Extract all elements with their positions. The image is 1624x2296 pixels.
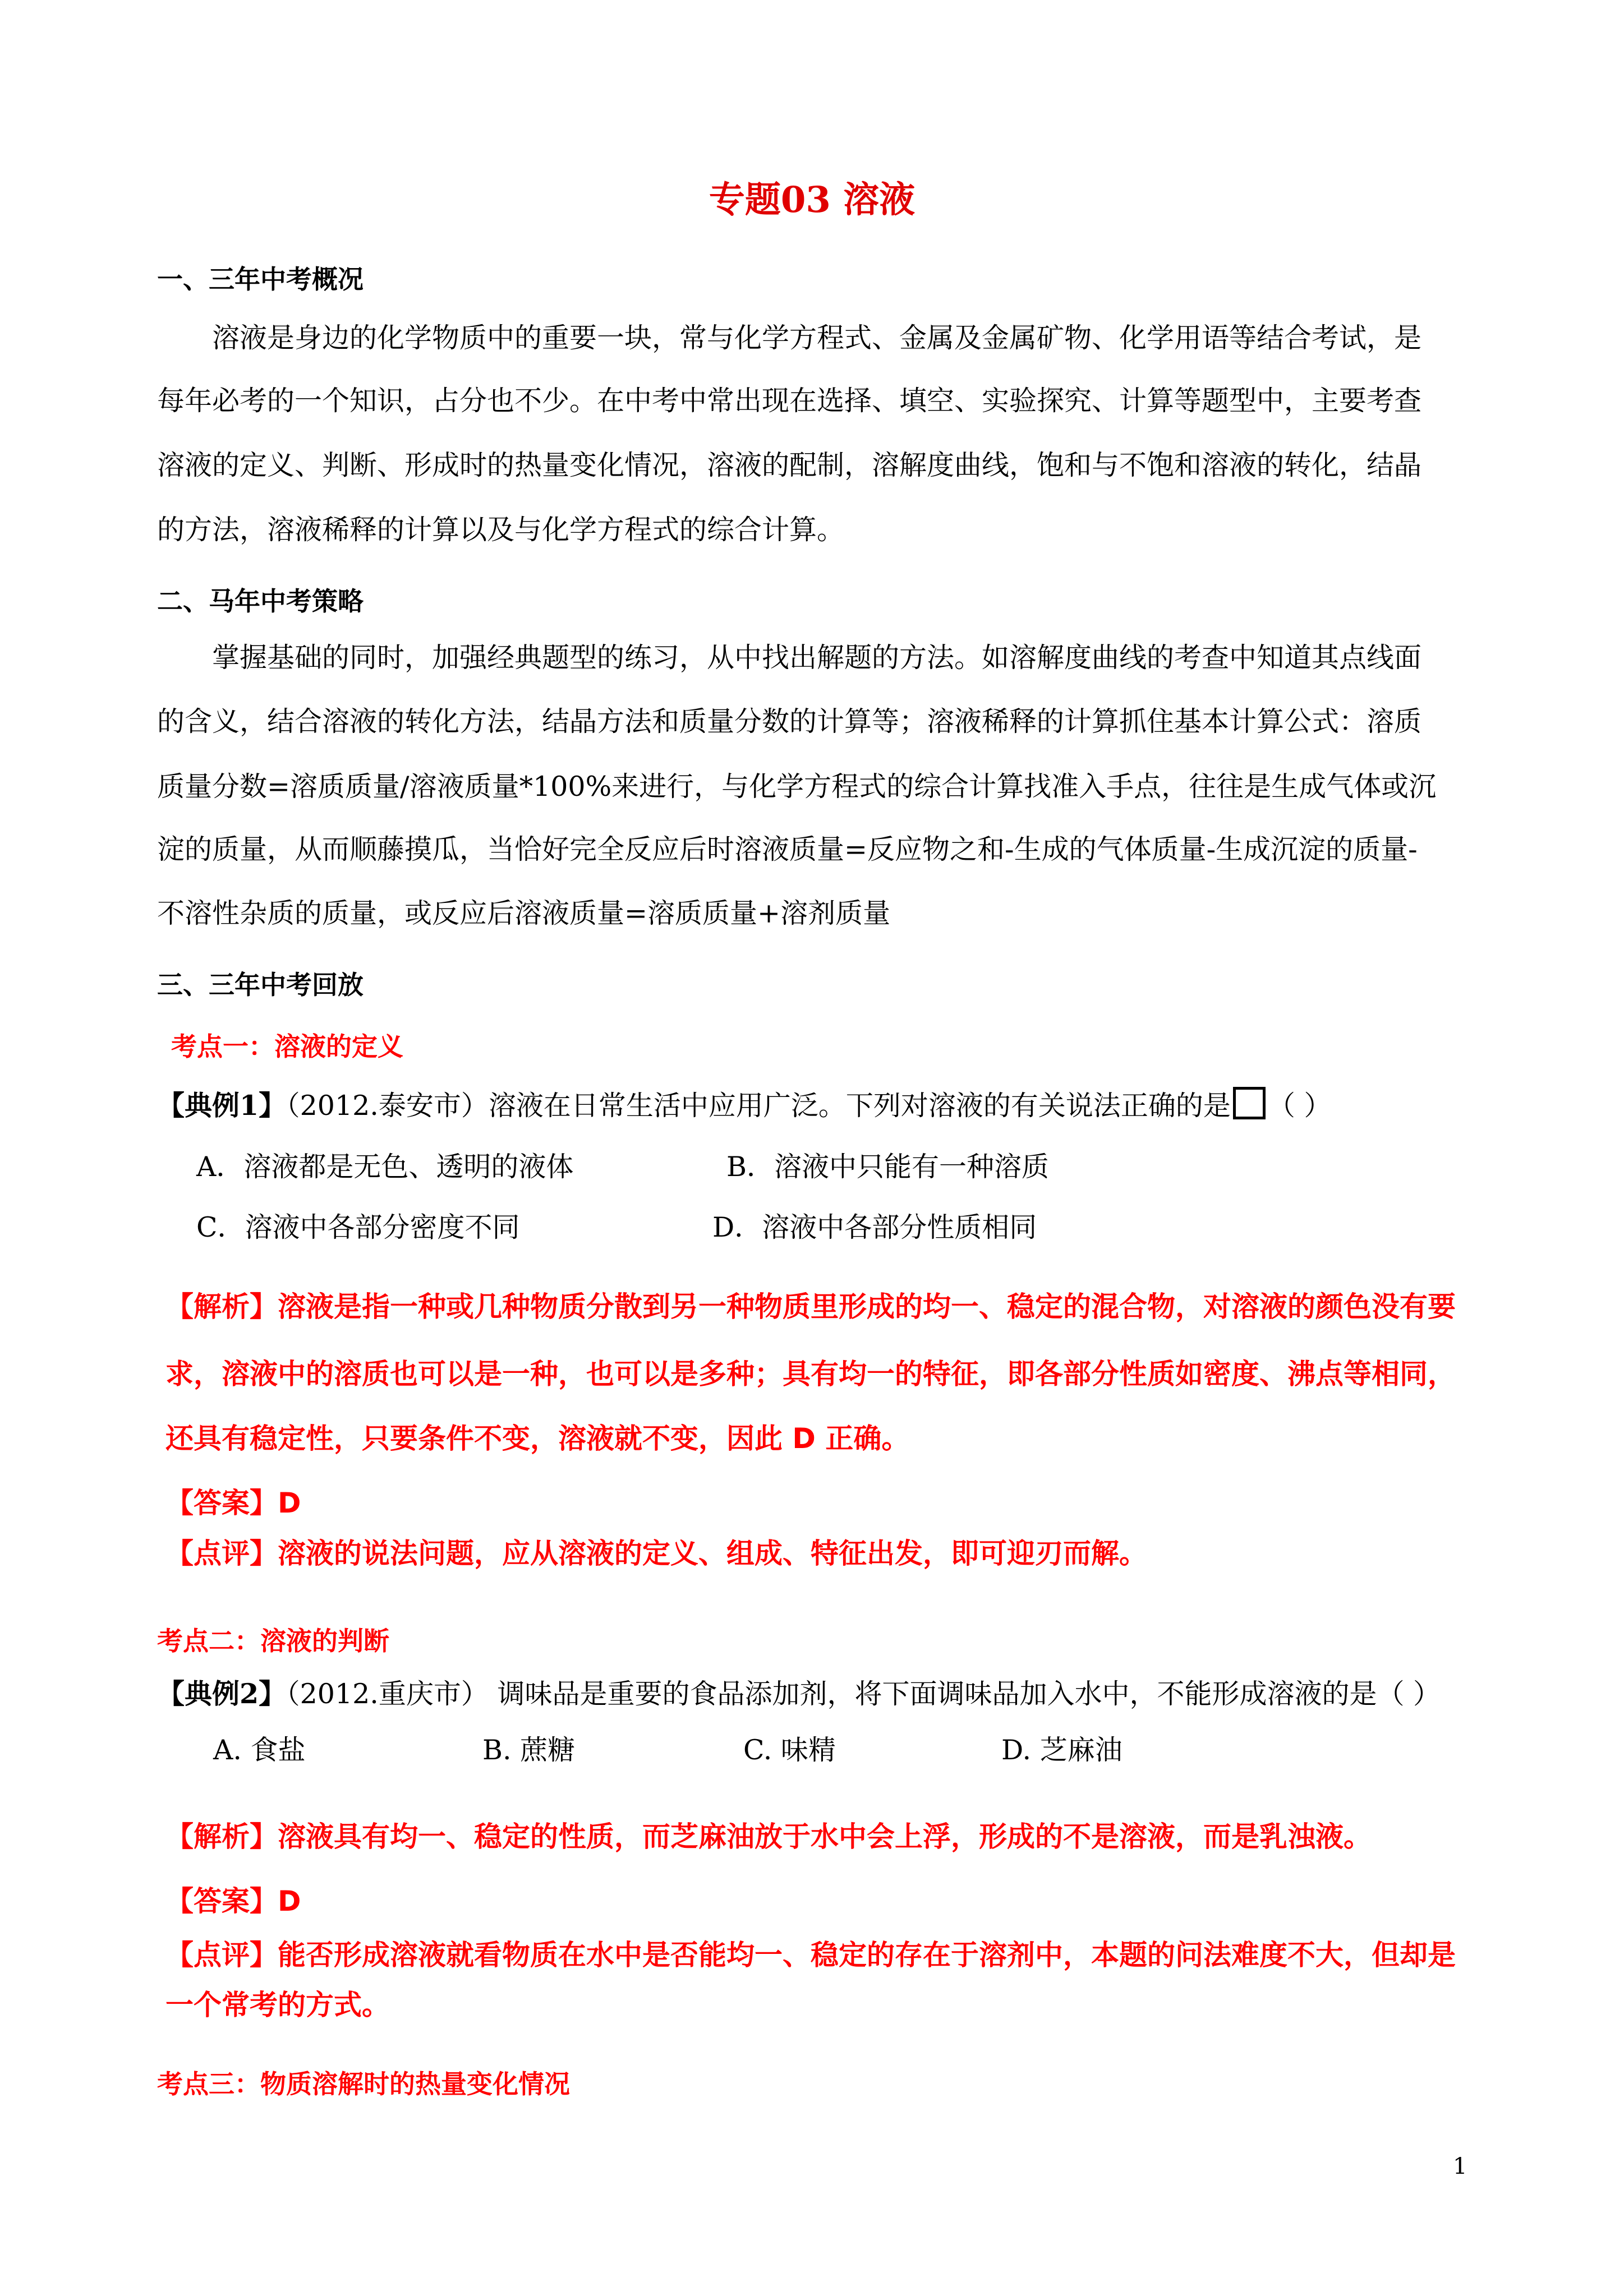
- option-d: D．溶液中各部分性质相同: [712, 1211, 1037, 1243]
- example-2-question: [157, 1677, 1441, 1710]
- option-a: A. 食盐: [213, 1734, 306, 1766]
- comment-line: 【点评】能否形成溶液就看物质在水中是否能均一、稳定的存在于溶剂中，本题的问法难度不大，但却是: [165, 1939, 1456, 1971]
- analysis-line: 求，溶液中的溶质也可以是一种，也可以是多种；具有均一的特征，即各部分性质如密度、沸点等相同，: [165, 1358, 1456, 1390]
- analysis-line: 【解析】溶液具有均一、稳定的性质，而芝麻油放于水中会上浮，形成的不是溶液，而是乳浊液。: [165, 1820, 1372, 1853]
- paragraph-line: 溶液是身边的化学物质中的重要一块，常与化学方程式、金属及金属矿物、化学用语等结合考试，是: [212, 322, 1422, 354]
- page-title: 专题03 溶液: [709, 179, 915, 221]
- keypoint-heading-3: 考点三：物质溶解时的热量变化情况: [157, 2069, 570, 2099]
- answer-line: 【答案】D: [165, 1487, 301, 1519]
- paragraph-line: 的含义，结合溶液的转化方法，结晶方法和质量分数的计算等；溶液稀释的计算抓住基本计算公式：溶质: [157, 706, 1422, 737]
- example-text: （2012.泰安市）溶液在日常生活中应用广泛。下列对溶液的有关说法正确的是: [286, 1090, 1231, 1122]
- analysis-line: 【解析】溶液是指一种或几种物质分散到另一种物质里形成的均一、稳定的混合物，对溶液的颜色没有要: [165, 1290, 1456, 1323]
- comment-line: 一个常考的方式。: [165, 1989, 390, 2021]
- section-heading-1: 一、三年中考概况: [157, 264, 364, 294]
- option-c: C. 味精: [743, 1734, 836, 1766]
- keypoint-heading-2: 考点二：溶液的判断: [157, 1626, 389, 1656]
- option-a: A．溶液都是无色、透明的液体: [196, 1151, 574, 1183]
- section-heading-2: 二、马年中考策略: [157, 586, 364, 616]
- option-d: D. 芝麻油: [1001, 1734, 1122, 1766]
- example-1-question: [157, 1087, 1332, 1122]
- section-heading-3: 三、三年中考回放: [157, 970, 364, 1000]
- example-label: 【典例2】: [157, 1677, 287, 1710]
- option-b: B. 蔗糖: [482, 1734, 576, 1766]
- paragraph-line: 溶液的定义、判断、形成时的热量变化情况，溶液的配制，溶解度曲线，饱和与不饱和溶液的转化，结晶: [157, 449, 1422, 481]
- analysis-line: 还具有稳定性，只要条件不变，溶液就不变，因此 D 正确。: [165, 1422, 910, 1455]
- keypoint-heading-1: 考点一：溶液的定义: [171, 1031, 403, 1062]
- paragraph-line: 质量分数=溶质质量/溶液质量*100%来进行，与化学方程式的综合计算找准入手点，往往是生成气体或沉: [157, 771, 1437, 803]
- paragraph-line: 的方法，溶液稀释的计算以及与化学方程式的综合计算。: [157, 514, 845, 546]
- option-c: C．溶液中各部分密度不同: [196, 1211, 520, 1243]
- paragraph-line: 不溶性杂质的质量，或反应后溶液质量=溶质质量+溶剂质量: [157, 897, 891, 929]
- page-number: 1: [1453, 2154, 1467, 2179]
- example-label: 【典例1】: [157, 1089, 287, 1122]
- answer-blank-box: [1233, 1087, 1266, 1119]
- paragraph-line: 淀的质量，从而顺藤摸瓜，当恰好完全反应后时溶液质量=反应物之和-生成的气体质量-生成沉淀的质量-: [157, 833, 1418, 865]
- answer-paren: （ ）: [1267, 1090, 1332, 1122]
- comment-line: 【点评】溶液的说法问题，应从溶液的定义、组成、特征出发，即可迎刃而解。: [165, 1537, 1147, 1570]
- paragraph-line: 每年必考的一个知识，占分也不少。在中考中常出现在选择、填空、实验探究、计算等题型中，主要考查: [157, 385, 1422, 417]
- option-b: B．溶液中只能有一种溶质: [726, 1151, 1050, 1183]
- paragraph-line: 掌握基础的同时，加强经典题型的练习，从中找出解题的方法。如溶解度曲线的考查中知道其点线面: [212, 642, 1422, 674]
- example-text: （2012.重庆市） 调味品是重要的食品添加剂，将下面调味品加入水中，不能形成溶液的是（ ）: [286, 1678, 1441, 1710]
- answer-line: 【答案】D: [165, 1885, 301, 1917]
